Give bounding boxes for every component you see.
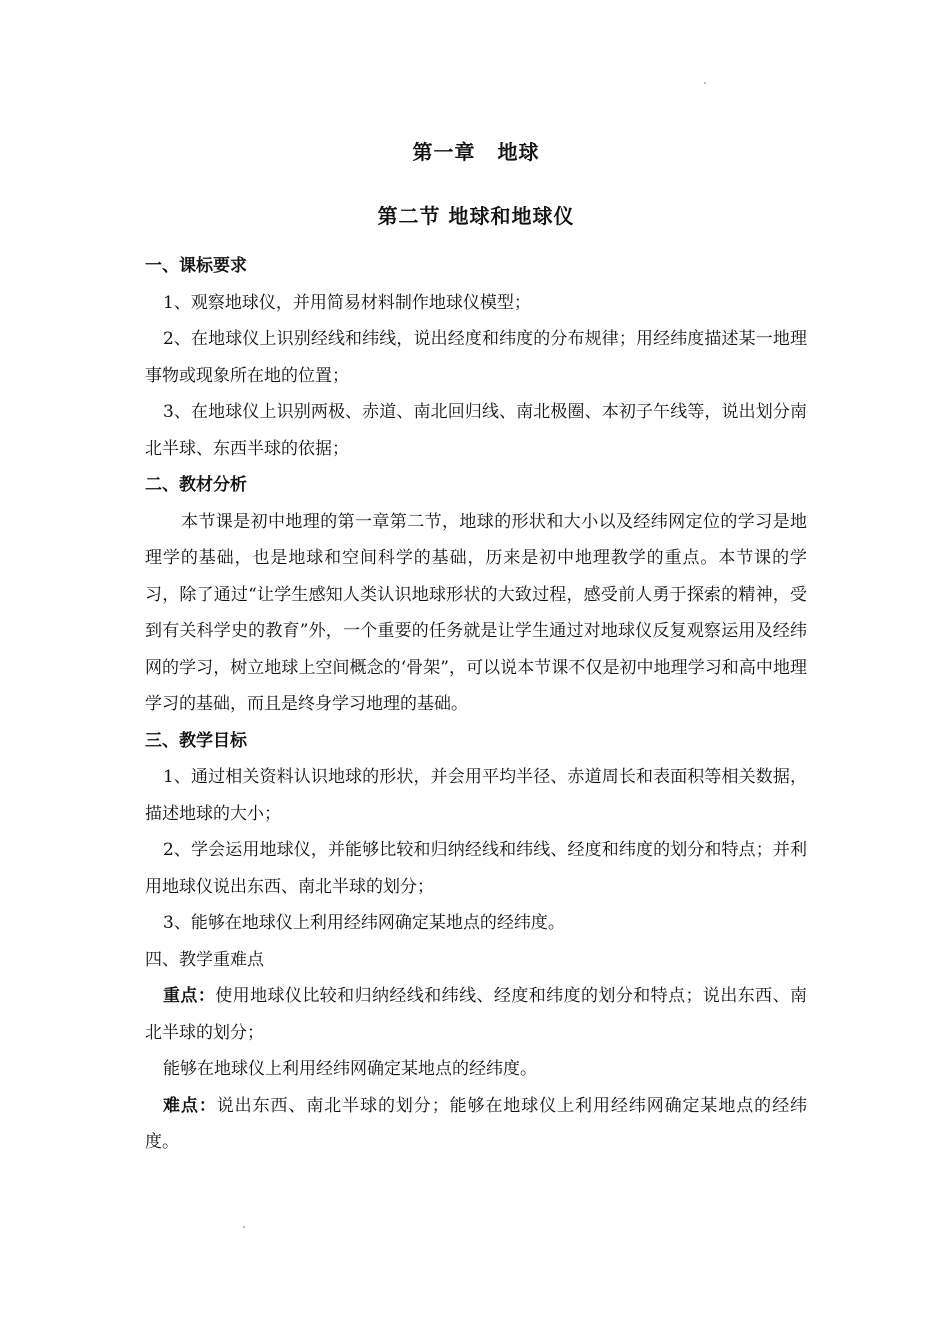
- heading-curriculum-requirements: 一、课标要求: [145, 256, 247, 276]
- objective-item: 1、通过相关资料认识地球的形状，并会用平均半径、赤道周长和表面积等相关数据，描述地球的大小；: [145, 767, 807, 824]
- difficult-point-text: 说出东西、南北半球的划分；能够在地球仪上利用经纬网确定某地点的经纬度。: [145, 1095, 808, 1152]
- key-point-text: 使用地球仪比较和归纳经线和纬线、经度和纬度的划分和特点；说出东西、南北半球的划分；: [145, 986, 807, 1043]
- requirement-item: 1、观察地球仪，并用简易材料制作地球仪模型；: [163, 292, 531, 313]
- requirement-item: 2、在地球仪上识别经线和纬线，说出经度和纬度的分布规律；用经纬度描述某一地理事物或现象所在地的位置；: [145, 329, 807, 386]
- chapter-title: [145, 136, 807, 165]
- objective-item: 3、能够在地球仪上利用经纬网确定某地点的经纬度。: [163, 913, 565, 933]
- corner-mark-top: [704, 82, 706, 84]
- heading-teaching-objectives: 三、教学目标: [145, 730, 247, 751]
- key-point: [145, 978, 807, 1051]
- key-point-label: 重点：: [163, 986, 216, 1006]
- heading-key-difficult-points: 四、教学重难点: [145, 949, 264, 970]
- analysis-paragraph: 本节课是初中地理的第一章第二节，地球的形状和大小以及经纬网定位的学习是地理学的基础，也是地球和空间科学的基础，历来是初中地理教学的重点。本节课的学习，除了通过“让学生感知人类认识地球形状的大致过程，感受前人勇于探索的精神，受到有关科学史的教育”外，一个重要的任务就是让学生通过对地球仪反复观察运用及经纬网的学习，树立地球上空间概念的‘骨架”，可以说本节课不仅是初中地理学习和高中地理学习的基础，而且是终身学习地理的基础。: [145, 511, 807, 714]
- objective-item: 2、学会运用地球仪，并能够比较和归纳经线和纬线、经度和纬度的划分和特点；并利用地球仪说出东西、南北半球的划分；: [145, 840, 807, 897]
- difficult-point: [145, 1088, 807, 1161]
- section-title: 第二节 地球和地球仪: [377, 204, 575, 228]
- corner-mark-bottom: [243, 1226, 245, 1228]
- chapter-name: 地球: [497, 140, 540, 164]
- key-point-continued: 能够在地球仪上利用经纬网确定某地点的经纬度。: [163, 1059, 537, 1079]
- document-body: [145, 248, 807, 1161]
- heading-textbook-analysis: 二、教材分析: [145, 475, 247, 495]
- requirement-item: 3、在地球仪上识别两极、赤道、南北回归线、南北极圈、本初子午线等，说出划分南北半球、东西半球的依据；: [145, 402, 807, 459]
- difficult-point-label: 难点：: [163, 1095, 217, 1116]
- chapter-label: 第一章: [412, 140, 476, 164]
